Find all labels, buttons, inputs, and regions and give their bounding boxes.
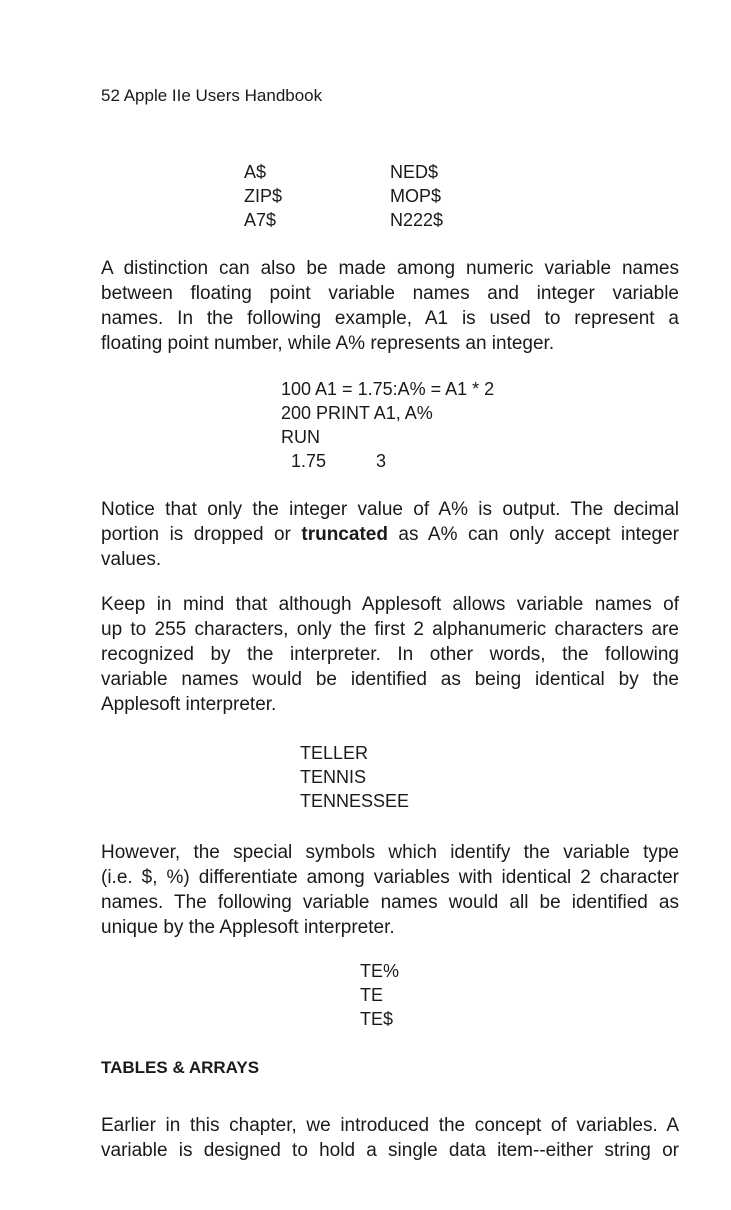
- text-line: Notice that only the integer value of A% is output. The decimal: [101, 499, 679, 520]
- text-line: Keep in mind that although Applesoft allows variable names of: [101, 594, 679, 615]
- code-example-integer: [281, 377, 494, 473]
- variable-row: [244, 160, 443, 184]
- paragraph-truncation: [101, 497, 679, 572]
- variable-row: [244, 208, 443, 232]
- variable-name: TENNESSEE: [300, 791, 410, 811]
- code-output: 1.75 3: [281, 451, 387, 471]
- variable-name: NED$: [390, 162, 439, 182]
- variable-name: TE$: [360, 1009, 394, 1029]
- code-line: 100 A1 = 1.75:A% = A1 * 2: [281, 379, 495, 399]
- text-line: (i.e. $, %) differentiate among variables with identical 2 character: [101, 867, 679, 888]
- variable-name: TELLER: [300, 743, 369, 763]
- text-line: names. The following variable names would all be identified as: [101, 892, 679, 913]
- text-line: A distinction can also be made among numeric variable names: [101, 258, 679, 279]
- text-line: recognized by the interpreter. In other words, the following: [101, 644, 679, 665]
- text-line: However, the special symbols which identify the variable type: [101, 842, 679, 863]
- text-line: floating point number, while A% represents an integer.: [101, 333, 555, 354]
- text-line: [101, 522, 679, 547]
- variable-name: TE%: [360, 961, 400, 981]
- variable-name: N222$: [390, 210, 444, 230]
- identical-names-example: [300, 741, 409, 813]
- text-line: between floating point variable names and integer variable: [101, 283, 679, 304]
- code-line: 200 PRINT A1, A%: [281, 403, 433, 423]
- text-line: values.: [101, 549, 162, 570]
- variable-row: [244, 184, 443, 208]
- text-fragment: portion is dropped or: [101, 524, 302, 545]
- running-header: 52 Apple IIe Users Handbook: [101, 86, 323, 105]
- section-heading: TABLES & ARRAYS: [101, 1058, 260, 1077]
- paragraph-name-length: [101, 592, 679, 717]
- variable-name: TE: [360, 985, 384, 1005]
- variable-name: ZIP$: [244, 186, 283, 206]
- paragraph-arrays-intro: [101, 1113, 679, 1163]
- text-line: variable is designed to hold a single data item--either string or: [101, 1140, 679, 1161]
- string-variable-examples: [244, 160, 443, 232]
- text-line: Earlier in this chapter, we introduced the concept of variables. A: [101, 1115, 679, 1136]
- text-fragment: as A% can only accept integer: [387, 524, 679, 545]
- variable-name: TENNIS: [300, 767, 367, 787]
- unique-names-example: [360, 959, 399, 1031]
- variable-name: A$: [244, 162, 267, 182]
- paragraph-special-symbols: [101, 840, 679, 940]
- text-line: variable names would be identified as being identical by the: [101, 669, 679, 690]
- text-line: up to 255 characters, only the first 2 alphanumeric characters are: [101, 619, 679, 640]
- emphasis-truncated: truncated: [301, 524, 388, 545]
- text-line: unique by the Applesoft interpreter.: [101, 917, 395, 938]
- code-line: RUN: [281, 427, 320, 447]
- text-line: names. In the following example, A1 is used to represent a: [101, 308, 679, 329]
- variable-name: A7$: [244, 210, 277, 230]
- paragraph-numeric-variables: [101, 256, 679, 356]
- text-line: Applesoft interpreter.: [101, 694, 277, 715]
- variable-name: MOP$: [390, 186, 442, 206]
